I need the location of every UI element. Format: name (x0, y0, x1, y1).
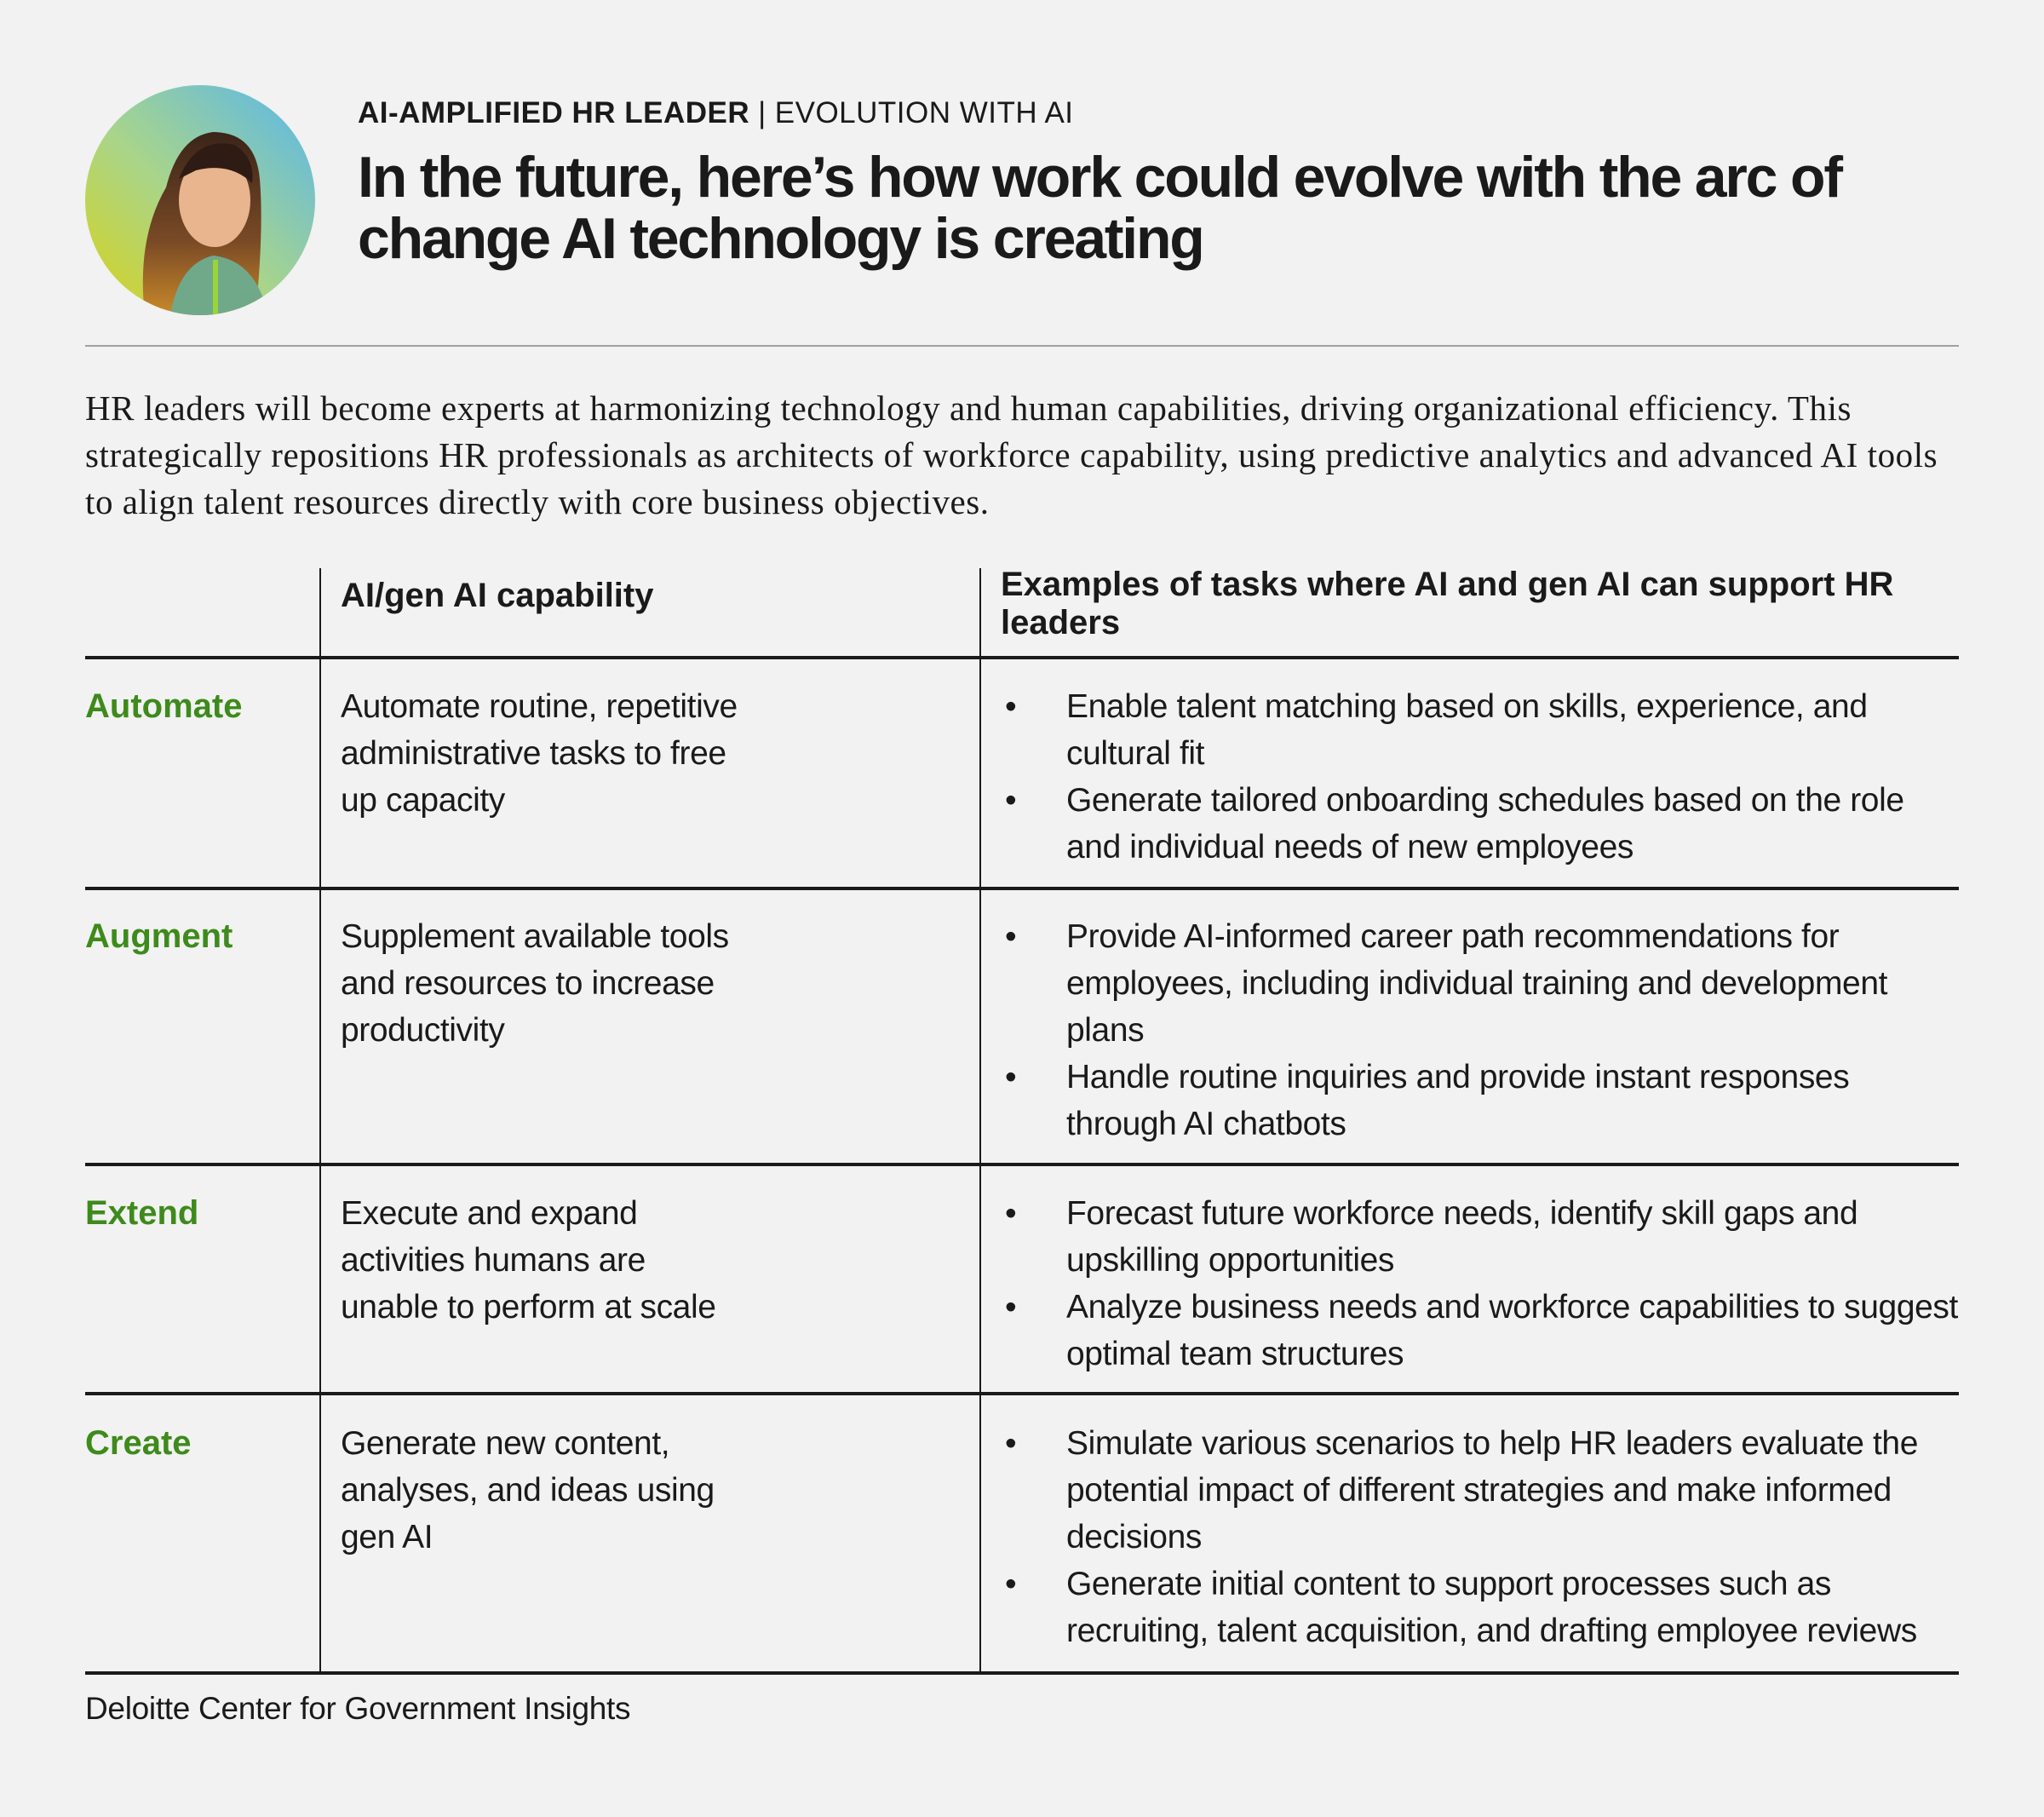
capability-automate: Automate routine, repetitive administrative tasks to free up capacity (341, 688, 738, 819)
header-divider (85, 345, 1959, 347)
capability-augment: Supplement available tools and resources to increase productivity (341, 918, 729, 1049)
list-item: • Enable talent matching based on skills, experience, and cultural fit (1005, 683, 1959, 777)
capability-create: Generate new content, analyses, and ideas using gen AI (341, 1425, 715, 1555)
row-divider (85, 656, 1959, 659)
examples-extend (1005, 1190, 1959, 1377)
list-item: • Forecast future workforce needs, identify skill gaps and upskilling opportunities (1005, 1190, 1959, 1284)
list-item: • Provide AI-informed career path recommendations for employees, including individual training and development plans (1005, 913, 1959, 1054)
row-divider (85, 1392, 1959, 1395)
kicker-series: AI-AMPLIFIED HR LEADER (358, 96, 750, 129)
list-item: • Analyze business needs and workforce capabilities to suggest optimal team structures (1005, 1284, 1959, 1377)
column-divider (979, 568, 981, 1673)
row-divider (85, 887, 1959, 890)
capability-table (85, 568, 1959, 1676)
capability-extend: Execute and expand activities humans are unable to perform at scale (341, 1195, 716, 1325)
row-divider (85, 1671, 1959, 1675)
profile-photo (85, 85, 315, 315)
row-divider (85, 1163, 1959, 1166)
row-label-extend: Extend (85, 1194, 199, 1232)
header-capability: AI/gen AI capability (341, 577, 654, 614)
row-label-automate: Automate (85, 687, 243, 725)
examples-create (1005, 1420, 1959, 1654)
page-title: In the future, here’s how work could evolve with the arc of change AI technology is creating (358, 145, 1841, 271)
column-divider (319, 568, 321, 1673)
list-item: • Generate tailored onboarding schedules based on the role and individual needs of new employees (1005, 777, 1959, 871)
list-item: • Simulate various scenarios to help HR leaders evaluate the potential impact of different strategies and make informed decisions (1005, 1420, 1959, 1561)
header-examples: Examples of tasks where AI and gen AI can support HR leaders (1001, 566, 1894, 641)
kicker-subtitle: EVOLUTION WITH AI (774, 96, 1074, 129)
intro-paragraph: HR leaders will become experts at harmonizing technology and human capabilities, driving organizational efficiency. This strategically repositions HR professionals as architects of workforce capability, using predictive analytics and advanced AI tools to align talent resources directly with core business objectives. (85, 388, 1938, 521)
kicker-separator: | (758, 96, 766, 129)
row-label-create: Create (85, 1424, 192, 1462)
list-item: • Handle routine inquiries and provide instant responses through AI chatbots (1005, 1054, 1959, 1147)
kicker (358, 96, 1074, 130)
row-label-augment: Augment (85, 917, 233, 955)
examples-augment (1005, 913, 1959, 1147)
examples-automate (1005, 683, 1959, 871)
source-credit: Deloitte Center for Government Insights (85, 1691, 631, 1726)
list-item: • Generate initial content to support processes such as recruiting, talent acquisition, and drafting employee reviews (1005, 1561, 1959, 1654)
